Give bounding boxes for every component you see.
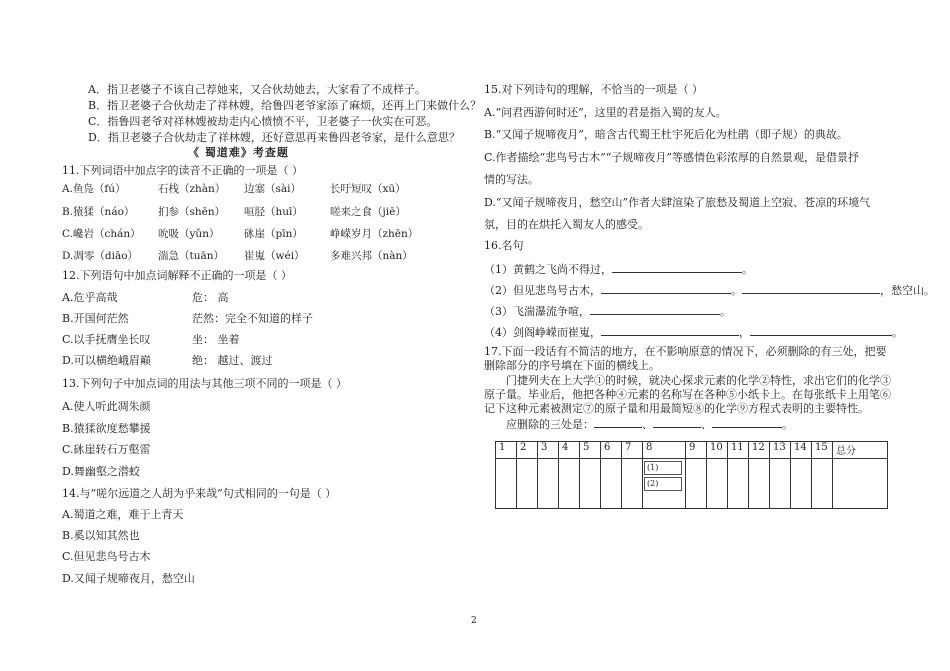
q11-stem: 11.下列词语中加点字的读音不正确的一项是（ ）: [62, 164, 303, 177]
q16-blank-1[interactable]: [612, 261, 742, 273]
q11-b-2: 扪参（shēn）: [158, 206, 226, 218]
q11-a-4: 长吁短叹（xū）: [330, 183, 406, 195]
q16-item-2-mid: 。: [731, 284, 742, 297]
score-col-3: 3: [538, 442, 559, 459]
score-col-11: 11: [728, 442, 749, 459]
q14-option-c: C.但见悲鸟号古木: [62, 550, 151, 563]
q15-line-2: B.“又闻子规啼夜月”，暗含古代蜀王杜宇死后化为杜鹃（即子规）的典故。: [484, 128, 848, 141]
q12-c-gloss: 坐： 坐着: [192, 333, 240, 346]
q17-answer: [506, 416, 793, 432]
score-table-header: [496, 442, 888, 459]
q10-option-b: B．指卫老婆子合伙劫走了祥林嫂，给鲁四老爷家添了麻烦，还再上门来做什么？: [88, 99, 482, 112]
score-col-15: 15: [812, 442, 833, 459]
q12-a-gloss: 危： 高: [192, 291, 229, 304]
score-cell-2[interactable]: [517, 459, 538, 509]
q17-blank-2[interactable]: [653, 416, 701, 428]
score-cell-8-sub-1: (1): [644, 461, 682, 475]
score-table-body: [496, 459, 888, 509]
q17-stem-2: 删除部分的序号填在下面的横线上。: [484, 359, 660, 372]
q13-option-c: C.砯崖转石万壑雷: [62, 443, 151, 456]
q10-option-d: D．指卫老婆子合伙劫走了祥林嫂，还好意思再来鲁四老爷家，是什么意思？: [88, 131, 460, 144]
score-col-9: 9: [686, 442, 707, 459]
score-cell-4[interactable]: [559, 459, 580, 509]
score-cell-9[interactable]: [686, 459, 707, 509]
q11-d-4: 多难兴邦（nàn）: [330, 250, 413, 262]
q16-blank-4[interactable]: [590, 303, 720, 315]
q10-option-c: C．指鲁四老爷对祥林嫂被劫走内心愤愤不平，卫老婆子一伙实在可恶。: [88, 115, 438, 128]
q16-item-1-text: （1）黄鹤之飞尚不得过，: [484, 263, 612, 276]
score-cell-11[interactable]: [728, 459, 749, 509]
q17-answer-end: 。: [782, 418, 793, 431]
q16-blank-5[interactable]: [601, 324, 739, 336]
score-cell-7[interactable]: [622, 459, 643, 509]
q15-line-5: D.“又闻子规啼夜月，愁空山”作者大肆渲染了旅愁及蜀道上空寂、苍凉的环境气: [484, 196, 871, 209]
q11-c-2: 吮吸（yǔn）: [158, 228, 220, 240]
q12-a-text: A.危乎高哉: [62, 291, 118, 304]
q13-option-a: A.使人听此凋朱颜: [62, 400, 151, 413]
q14-option-b: B.奚以知其然也: [62, 529, 140, 542]
page-number: 2: [471, 616, 477, 626]
q15-line-6: 氛，目的在烘托入蜀友人的感受。: [484, 218, 649, 231]
q11-c-4: 峥嵘岁月（zhēn）: [330, 228, 419, 240]
q14-option-d: D.又闻子规啼夜月，愁空山: [62, 572, 195, 585]
section-title: 《 蜀道难》考查题: [188, 146, 289, 159]
q17-para-3: 记下这种元素被测定⑦的原子量和用最简短⑧的化学⑨方程式表明的主要特性。: [484, 402, 869, 415]
q17-stem: 17.下面一段话有不简洁的地方，在不影响原意的情况下，必须删除的有三处，把要: [484, 345, 887, 358]
q14-stem: 14.与“嗟尔远道之人胡为乎来哉”句式相同的一句是（ ）: [62, 487, 337, 500]
q12-b-text: B.开国何茫然: [62, 312, 129, 325]
q16-blank-2[interactable]: [601, 282, 731, 294]
q13-stem: 13.下列句子中加点词的用法与其他三项不同的一项是（ ）: [62, 377, 347, 390]
q16-item-2: [484, 282, 935, 298]
q16-stem: 16.名句: [484, 239, 524, 252]
q12-b-gloss: 茫然：完全不知道的样子: [192, 312, 313, 325]
score-cell-total[interactable]: [833, 459, 888, 509]
q13-option-d: D.舞幽壑之潜蛟: [62, 465, 140, 478]
q11-c-3: 砯崖（pīn）: [244, 228, 303, 240]
q16-item-4-mid: ，: [739, 326, 750, 339]
q16-item-3-end: 。: [720, 305, 731, 318]
q17-sep-1: 、: [642, 418, 653, 431]
q15-line-1: A.“问君西游何时还”，这里的君是指入蜀的友人。: [484, 106, 727, 119]
q17-para-2: 原子量。毕业后，他把各种④元素的名称写在各种⑤小纸卡上。在每张纸卡上用笔⑥: [484, 388, 891, 401]
score-col-4: 4: [559, 442, 580, 459]
score-cell-13[interactable]: [770, 459, 791, 509]
score-col-7: 7: [622, 442, 643, 459]
q17-blank-3[interactable]: [712, 416, 782, 428]
q14-option-a: A.蜀道之难，难于上青天: [62, 508, 184, 521]
score-col-14: 14: [791, 442, 812, 459]
q17-answer-label: 应删除的三处是：: [506, 418, 594, 431]
q16-item-3-text: （3）飞湍瀑流争喧，: [484, 305, 590, 318]
score-cell-14[interactable]: [791, 459, 812, 509]
q11-d-1: D.凋零（diāo）: [62, 250, 139, 262]
score-cell-8[interactable]: [643, 459, 686, 509]
q12-d-text: D.可以横绝峨眉巅: [62, 354, 151, 367]
q12-c-text: C.以手抚膺坐长叹: [62, 333, 151, 346]
q16-item-1-end: 。: [742, 263, 753, 276]
score-table: [495, 441, 888, 509]
score-cell-15[interactable]: [812, 459, 833, 509]
q11-a-1: A.鱼凫（fú）: [62, 183, 126, 195]
q13-option-b: B.猿猱欲度愁攀援: [62, 422, 151, 435]
q16-item-4-end: 。: [892, 326, 903, 339]
q16-item-1: [484, 261, 753, 277]
q17-para-1: 门捷列夫在上大学①的时候，就决心探求元素的化学②特性，求出它们的化学③: [506, 374, 891, 387]
q16-item-4: [484, 324, 903, 340]
score-col-10: 10: [707, 442, 728, 459]
score-cell-1[interactable]: [496, 459, 517, 509]
score-col-5: 5: [580, 442, 601, 459]
q17-blank-1[interactable]: [594, 416, 642, 428]
score-col-1: 1: [496, 442, 517, 459]
score-col-8: 8: [643, 442, 686, 459]
q10-option-a: A．指卫老婆子不该自己荐她来，又合伙劫她去，大家看了不成样子。: [88, 83, 426, 96]
score-col-2: 2: [517, 442, 538, 459]
q11-c-1: C.巉岩（chán）: [62, 228, 141, 240]
q15-line-4: 情的写法。: [484, 173, 539, 186]
q16-item-4-text: （4）剑阁峥嵘而崔嵬，: [484, 326, 601, 339]
q11-b-4: 嗟来之食（jiē）: [330, 206, 406, 218]
score-cell-6[interactable]: [601, 459, 622, 509]
q16-item-2-end: ，愁空山。: [880, 284, 935, 297]
score-col-total: 总分: [833, 442, 888, 459]
score-col-12: 12: [749, 442, 770, 459]
score-col-13: 13: [770, 442, 791, 459]
q11-b-1: B.猿猱（náo）: [62, 206, 135, 218]
q15-stem: 15.对下列诗句的理解，不恰当的一项是（ ）: [484, 83, 703, 96]
q16-item-2-text: （2）但见悲鸟号古木，: [484, 284, 601, 297]
q11-d-3: 崔嵬（wéi）: [244, 250, 305, 262]
q17-sep-2: 、: [701, 418, 712, 431]
q15-line-3: C.作者描绘“悲鸟号古木”“子规啼夜月”等感情色彩浓厚的自然景观，是借景抒: [484, 151, 860, 164]
score-cell-8-sub-2: (2): [644, 477, 682, 491]
q11-d-2: 湍急（tuān）: [158, 250, 225, 262]
q11-b-3: 咺胫（huī）: [244, 206, 303, 218]
score-cell-12[interactable]: [749, 459, 770, 509]
q16-item-3: [484, 303, 731, 319]
q12-d-gloss: 绝： 越过、渡过: [192, 354, 273, 367]
q11-a-3: 边塞（sài）: [244, 183, 302, 195]
score-cell-3[interactable]: [538, 459, 559, 509]
score-cell-5[interactable]: [580, 459, 601, 509]
q16-blank-3[interactable]: [742, 282, 880, 294]
score-col-6: 6: [601, 442, 622, 459]
q16-blank-6[interactable]: [750, 324, 892, 336]
q12-stem: 12.下列语句中加点词解释不正确的一项是（ ）: [62, 269, 292, 282]
score-cell-10[interactable]: [707, 459, 728, 509]
q11-a-2: 石栈（zhàn）: [158, 183, 226, 195]
